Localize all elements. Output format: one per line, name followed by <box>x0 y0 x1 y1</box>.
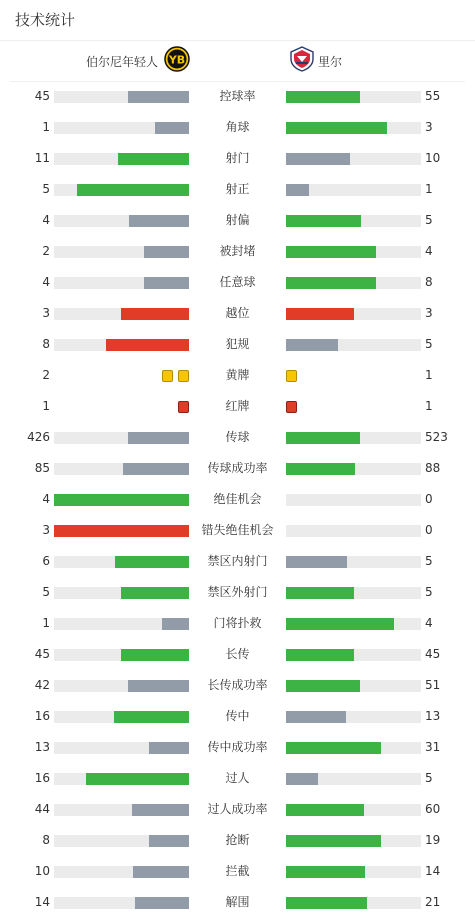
home-bar-fill <box>123 463 189 475</box>
home-stat-value: 4 <box>42 492 50 506</box>
home-bar-track <box>54 618 189 630</box>
home-bar-fill <box>128 91 189 103</box>
home-bar-fill <box>135 897 189 909</box>
away-bar-track <box>286 308 421 320</box>
away-bar-track <box>286 649 421 661</box>
home-bar-fill <box>149 835 189 847</box>
home-stat-value: 44 <box>34 802 50 816</box>
page-title: 技术统计 <box>15 11 76 29</box>
home-stat-value: 13 <box>34 740 50 754</box>
stat-label: 射偏 <box>225 213 250 227</box>
stat-label: 传中成功率 <box>207 740 268 754</box>
away-bar-fill <box>286 246 376 258</box>
away-cards <box>286 401 297 413</box>
stat-row <box>0 205 475 236</box>
stat-row <box>0 112 475 143</box>
stat-row <box>0 298 475 329</box>
stat-row <box>0 143 475 174</box>
away-bar-track <box>286 215 421 227</box>
home-bar-fill <box>132 804 189 816</box>
away-stat-value: 5 <box>425 554 433 568</box>
away-bar-fill <box>286 277 376 289</box>
stat-label: 门将扑救 <box>213 616 262 630</box>
away-stat-value: 0 <box>425 492 433 506</box>
away-bar-track <box>286 773 421 785</box>
home-bar-fill <box>155 122 189 134</box>
away-bar-fill <box>286 308 354 320</box>
home-stat-value: 42 <box>34 678 50 692</box>
yellow-card-icon <box>286 370 297 382</box>
stat-label: 被封堵 <box>219 244 256 258</box>
home-bar-fill <box>144 246 189 258</box>
away-stat-value: 1 <box>425 399 433 413</box>
home-bar-fill <box>162 618 189 630</box>
home-cards <box>162 370 189 382</box>
away-bar-fill <box>286 587 354 599</box>
stat-row <box>0 825 475 856</box>
home-bar-track <box>54 122 189 134</box>
away-bar-fill <box>286 432 360 444</box>
away-bar-fill <box>286 897 367 909</box>
away-stat-value: 19 <box>425 833 441 847</box>
away-bar-fill <box>286 742 381 754</box>
home-bar-track <box>54 432 189 444</box>
home-bar-fill <box>114 711 189 723</box>
home-stat-value: 6 <box>42 554 50 568</box>
stat-row <box>0 546 475 577</box>
stat-label: 长传 <box>225 647 250 661</box>
away-bar-track <box>286 866 421 878</box>
home-bar-fill <box>128 432 189 444</box>
home-stat-value: 4 <box>42 213 50 227</box>
away-stat-value: 4 <box>425 244 433 258</box>
home-bar-track <box>54 494 189 506</box>
home-stat-value: 426 <box>27 430 50 444</box>
away-stat-value: 55 <box>425 89 441 103</box>
stat-label: 长传成功率 <box>207 678 268 692</box>
away-bar-track <box>286 587 421 599</box>
stat-label: 角球 <box>225 120 250 134</box>
home-bar-track <box>54 835 189 847</box>
home-stat-value: 5 <box>42 182 50 196</box>
home-stat-value: 16 <box>34 709 50 723</box>
stat-label: 射正 <box>225 182 250 196</box>
home-bar-fill <box>121 308 189 320</box>
stat-label: 拦截 <box>225 864 250 878</box>
away-stat-value: 0 <box>425 523 433 537</box>
home-bar-track <box>54 308 189 320</box>
home-bar-fill <box>128 680 189 692</box>
away-bar-track <box>286 618 421 630</box>
home-bar-track <box>54 773 189 785</box>
away-bar-fill <box>286 618 394 630</box>
home-stat-value: 16 <box>34 771 50 785</box>
home-bar-track <box>54 277 189 289</box>
stat-label: 抢断 <box>225 833 250 847</box>
away-stat-value: 60 <box>425 802 441 816</box>
home-bar-track <box>54 866 189 878</box>
home-bar-fill <box>86 773 189 785</box>
stat-row <box>0 577 475 608</box>
red-card-icon <box>286 401 297 413</box>
stat-row <box>0 267 475 298</box>
home-bar-track <box>54 649 189 661</box>
yellow-card-icon <box>178 370 189 382</box>
away-bar-track <box>286 184 421 196</box>
home-bar-track <box>54 339 189 351</box>
stat-row <box>0 608 475 639</box>
home-bar-fill <box>144 277 189 289</box>
home-bar-track <box>54 587 189 599</box>
home-bar-track <box>54 804 189 816</box>
stat-label: 红牌 <box>225 399 250 413</box>
stat-row <box>0 639 475 670</box>
away-stat-value: 31 <box>425 740 441 754</box>
away-bar-track <box>286 556 421 568</box>
away-bar-track <box>286 494 421 506</box>
stats-list <box>0 81 475 918</box>
home-bar-fill <box>77 184 189 196</box>
away-bar-fill <box>286 711 346 723</box>
away-stat-value: 88 <box>425 461 441 475</box>
stat-label: 任意球 <box>219 275 256 289</box>
home-bar-track <box>54 711 189 723</box>
stat-row <box>0 236 475 267</box>
home-bar-track <box>54 742 189 754</box>
lille-crest-icon <box>290 46 314 76</box>
away-bar-track <box>286 463 421 475</box>
stat-label: 控球率 <box>219 89 256 103</box>
away-bar-track <box>286 153 421 165</box>
home-bar-track <box>54 91 189 103</box>
stat-label: 解围 <box>225 895 250 909</box>
teams-header <box>0 41 475 81</box>
home-stat-value: 4 <box>42 275 50 289</box>
stat-row <box>0 887 475 918</box>
home-stat-value: 45 <box>34 647 50 661</box>
away-stat-value: 8 <box>425 275 433 289</box>
away-stat-value: 13 <box>425 709 441 723</box>
away-bar-track <box>286 91 421 103</box>
red-card-icon <box>178 401 189 413</box>
home-bar-track <box>54 215 189 227</box>
home-bar-fill <box>133 866 189 878</box>
home-bar-track <box>54 184 189 196</box>
away-bar-fill <box>286 339 338 351</box>
away-bar-fill <box>286 463 355 475</box>
away-bar-track <box>286 122 421 134</box>
home-bar-fill <box>149 742 189 754</box>
away-team-name: 里尔 <box>318 54 343 69</box>
away-bar-fill <box>286 153 350 165</box>
away-bar-track <box>286 711 421 723</box>
home-stat-value: 2 <box>42 368 50 382</box>
away-bar-track <box>286 246 421 258</box>
home-bar-fill <box>121 587 189 599</box>
away-stat-value: 10 <box>425 151 441 165</box>
stat-label: 射门 <box>225 151 250 165</box>
home-bar-fill <box>129 215 189 227</box>
stat-row <box>0 794 475 825</box>
home-bar-track <box>54 897 189 909</box>
svg-text:YB: YB <box>168 53 186 67</box>
stat-row <box>0 329 475 360</box>
stat-label: 黄牌 <box>225 368 250 382</box>
away-stat-value: 4 <box>425 616 433 630</box>
away-bar-track <box>286 277 421 289</box>
away-bar-fill <box>286 835 381 847</box>
home-bar-track <box>54 680 189 692</box>
home-bar-fill <box>106 339 189 351</box>
stat-label: 传球 <box>225 430 250 444</box>
home-bar-track <box>54 463 189 475</box>
away-bar-track <box>286 525 421 537</box>
home-stat-value: 14 <box>34 895 50 909</box>
home-team-name: 伯尔尼年轻人 <box>85 54 158 69</box>
away-bar-fill <box>286 91 360 103</box>
home-bar-track <box>54 556 189 568</box>
home-bar-fill <box>54 525 189 537</box>
away-stat-value: 45 <box>425 647 441 661</box>
away-cards <box>286 370 297 382</box>
home-stat-value: 1 <box>42 120 50 134</box>
stat-label: 传球成功率 <box>207 461 268 475</box>
away-bar-fill <box>286 649 354 661</box>
stat-row <box>0 701 475 732</box>
away-stat-value: 5 <box>425 771 433 785</box>
away-stat-value: 14 <box>425 864 441 878</box>
home-stat-value: 11 <box>34 151 50 165</box>
home-stat-value: 85 <box>34 461 50 475</box>
away-bar-track <box>286 432 421 444</box>
stat-label: 过人 <box>225 771 250 785</box>
home-bar-track <box>54 525 189 537</box>
stat-row <box>0 763 475 794</box>
away-bar-fill <box>286 804 364 816</box>
away-bar-fill <box>286 184 309 196</box>
away-stat-value: 21 <box>425 895 441 909</box>
away-bar-track <box>286 680 421 692</box>
stat-row <box>0 360 475 391</box>
away-stat-value: 5 <box>425 585 433 599</box>
stat-label: 绝佳机会 <box>213 492 262 506</box>
home-stat-value: 5 <box>42 585 50 599</box>
home-stat-value: 2 <box>42 244 50 258</box>
away-bar-track <box>286 835 421 847</box>
home-stat-value: 3 <box>42 306 50 320</box>
stat-row <box>0 81 475 112</box>
stat-label: 犯规 <box>225 337 250 351</box>
away-stat-value: 1 <box>425 368 433 382</box>
home-stat-value: 8 <box>42 337 50 351</box>
home-stat-value: 10 <box>34 864 50 878</box>
stat-label: 越位 <box>225 306 250 320</box>
home-stat-value: 3 <box>42 523 50 537</box>
away-stat-value: 51 <box>425 678 441 692</box>
away-bar-track <box>286 339 421 351</box>
young-boys-crest-icon <box>164 46 190 76</box>
away-bar-fill <box>286 556 347 568</box>
away-stat-value: 5 <box>425 213 433 227</box>
stat-row <box>0 174 475 205</box>
home-cards <box>178 401 189 413</box>
away-bar-track <box>286 804 421 816</box>
away-stat-value: 1 <box>425 182 433 196</box>
away-bar-fill <box>286 866 365 878</box>
home-stat-value: 45 <box>34 89 50 103</box>
home-bar-fill <box>121 649 189 661</box>
away-bar-fill <box>286 773 318 785</box>
stat-row <box>0 453 475 484</box>
stat-label: 错失绝佳机会 <box>201 523 274 537</box>
home-bar-fill <box>118 153 189 165</box>
stat-row <box>0 670 475 701</box>
home-team[interactable] <box>86 48 190 74</box>
stat-label: 禁区外射门 <box>207 585 268 599</box>
stat-row <box>0 391 475 422</box>
home-stat-value: 8 <box>42 833 50 847</box>
stat-label: 禁区内射门 <box>207 554 268 568</box>
away-bar-fill <box>286 215 361 227</box>
away-bar-fill <box>286 680 360 692</box>
away-bar-track <box>286 742 421 754</box>
away-stat-value: 3 <box>425 120 433 134</box>
home-stat-value: 1 <box>42 616 50 630</box>
home-bar-track <box>54 246 189 258</box>
stat-row <box>0 422 475 453</box>
stat-row <box>0 515 475 546</box>
away-bar-fill <box>286 122 387 134</box>
away-stat-value: 3 <box>425 306 433 320</box>
home-bar-fill <box>115 556 189 568</box>
stat-label: 传中 <box>225 709 250 723</box>
stat-row <box>0 856 475 887</box>
home-stat-value: 1 <box>42 399 50 413</box>
away-team[interactable] <box>290 48 342 74</box>
stat-row <box>0 484 475 515</box>
away-bar-track <box>286 897 421 909</box>
yellow-card-icon <box>162 370 173 382</box>
home-bar-fill <box>54 494 189 506</box>
away-stat-value: 5 <box>425 337 433 351</box>
stat-label: 过人成功率 <box>207 802 268 816</box>
home-bar-track <box>54 153 189 165</box>
stat-row <box>0 732 475 763</box>
away-stat-value: 523 <box>425 430 448 444</box>
